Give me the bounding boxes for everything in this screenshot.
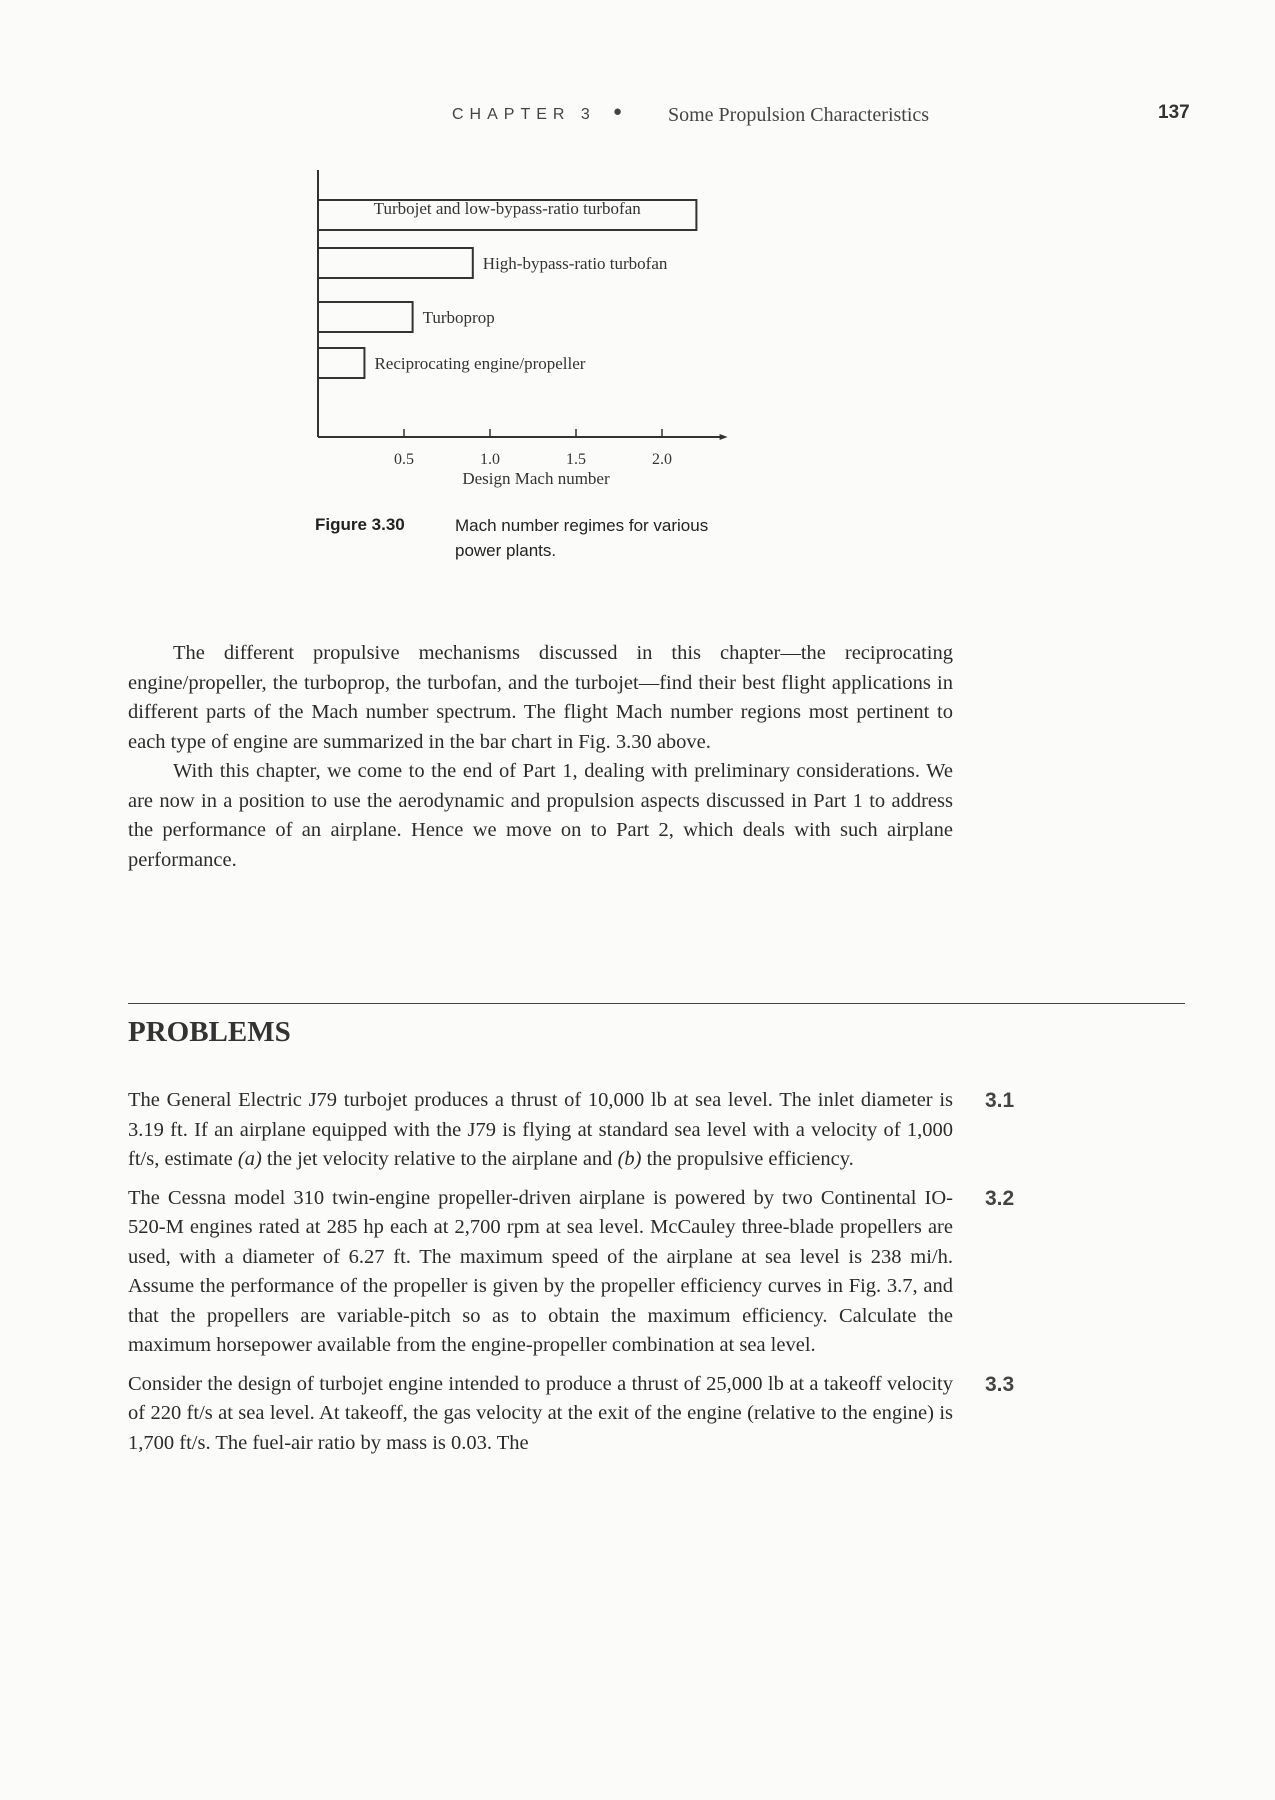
x-axis-title: Design Mach number — [462, 469, 610, 488]
body-text — [128, 639, 953, 875]
page-number: 137 — [1158, 102, 1190, 123]
bar-label: Turbojet and low-bypass-ratio turbofan — [373, 199, 641, 218]
bar-label: Reciprocating engine/propeller — [374, 354, 586, 373]
x-tick-label: 1.5 — [566, 451, 586, 468]
figure-label: Figure 3.30 — [315, 515, 405, 534]
paragraph: With this chapter, we come to the end of Part 1, dealing with preliminary considerations. We are now in a position to use the aerodynamic and propulsion aspects discussed in Part 1 to address the performance of an airplane. Hence we move on to Part 2, which deals with such airplane performance. — [128, 760, 953, 871]
problem-item — [128, 1370, 1015, 1459]
problem-item — [128, 1184, 1015, 1361]
bar-label: High-bypass-ratio turbofan — [482, 254, 668, 273]
problem-text: The Cessna model 310 twin-engine propeller-driven airplane is powered by two Continental IO-520-M engines rated at 285 hp each at 2,700 rpm at sea level. McCauley three-blade propellers are used, with a diameter of 6.27 ft. The maximum speed of the airplane at sea level is 238 mi/h. Assume the performance of the propeller is given by the propeller efficiency curves in Fig. 3.7, and that the propellers are variable-pitch so as to obtain the maximum efficiency. Calculate the maximum horsepower available from the engine-propeller combination at sea level. — [128, 1186, 953, 1356]
problem-number: 3.2 — [985, 1186, 1015, 1210]
mach-regime-chart — [300, 170, 780, 490]
problems-list — [128, 1086, 1015, 1467]
x-tick-label: 0.5 — [394, 451, 414, 468]
problem-text: the propulsive efficiency. — [641, 1148, 854, 1170]
section-divider — [128, 1003, 1185, 1004]
x-axis-arrow-icon — [720, 434, 728, 440]
problem-number: 3.3 — [985, 1372, 1015, 1396]
problem-item — [128, 1086, 1015, 1175]
bar — [318, 248, 473, 278]
part-a-label: (a) — [237, 1148, 262, 1170]
bar — [318, 302, 413, 332]
problem-text: The General Electric J79 turbojet produces a thrust of 10,000 lb at sea level. The inlet diameter is 3.19 ft. If an airplane equipped with the J79 is flying at standard sea level with a velocity of 1,000 ft/s, estimate — [128, 1089, 953, 1170]
figure-caption: Mach number regimes for various power plants. — [455, 516, 709, 560]
bullet-icon: ● — [613, 104, 623, 120]
bar — [318, 348, 364, 378]
bar-label: Turboprop — [422, 308, 495, 327]
paragraph: The different propulsive mechanisms discussed in this chapter—the reciprocating engine/propeller, the turboprop, the turbofan, and the turbojet—find their best flight applications in different parts of the Mach number spectrum. The flight Mach number regions most pertinent to each type of engine are summarized in the bar chart in Fig. 3.30 above. — [128, 642, 953, 753]
x-tick-label: 1.0 — [480, 451, 500, 468]
problem-number: 3.1 — [985, 1089, 1015, 1112]
chapter-label: CHAPTER 3 — [452, 106, 596, 123]
section-title: Some Propulsion Characteristics — [668, 104, 930, 126]
problem-text: Consider the design of turbojet engine intended to produce a thrust of 25,000 lb at a takeoff velocity of 220 ft/s at sea level. At takeoff, the gas velocity at the exit of the engine (relative to the engine) is 1,700 ft/s. The fuel-air ratio by mass is 0.03. The — [128, 1372, 953, 1454]
part-b-label: (b) — [617, 1148, 642, 1170]
problems-heading: PROBLEMS — [128, 1016, 291, 1048]
problem-text: the jet velocity relative to the airplane and — [261, 1148, 618, 1170]
x-tick-label: 2.0 — [652, 451, 672, 468]
